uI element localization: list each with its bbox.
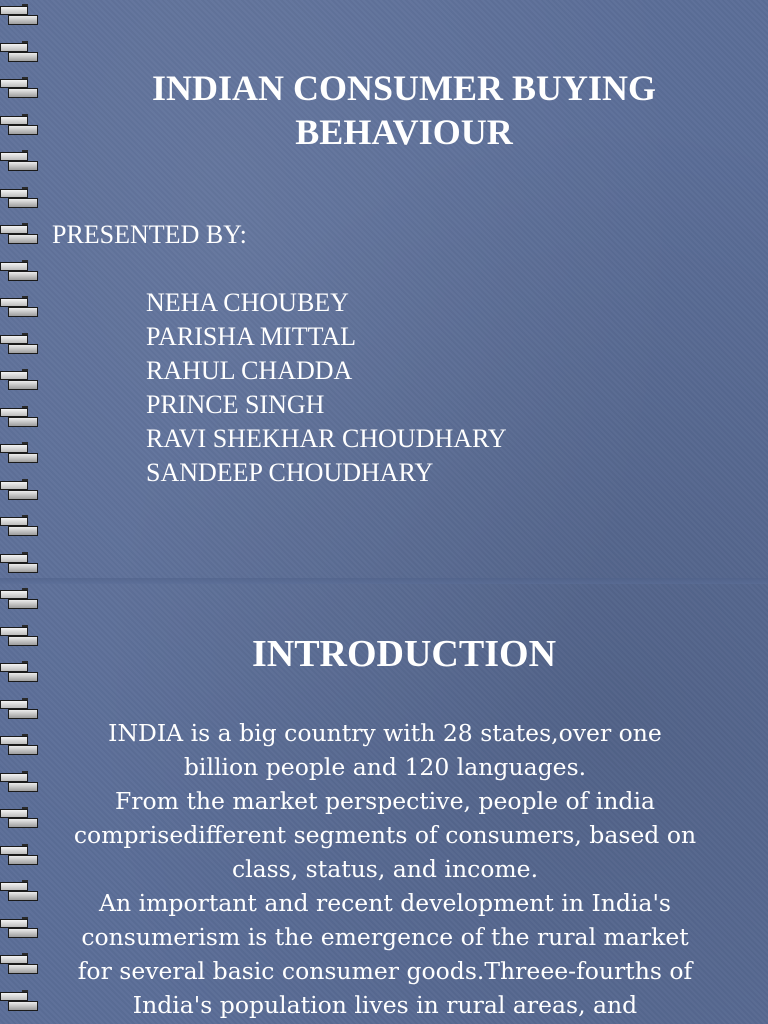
presenter-name: RAVI SHEKHAR CHOUDHARY	[146, 424, 507, 453]
binding-ring	[0, 479, 38, 503]
intro-line: comprisedifferent segments of consumers, based on	[73, 821, 697, 849]
binding-ring	[0, 406, 38, 430]
intro-line: consumerism is the emergence of the rural market	[81, 923, 689, 951]
binding-ring	[0, 552, 38, 576]
presenter-name: PARISHA MITTAL	[146, 322, 357, 351]
binding-ring	[0, 515, 38, 539]
presenter-name: SANDEEP CHOUDHARY	[146, 458, 434, 487]
binding-ring	[0, 625, 38, 649]
presenter-list	[146, 286, 507, 490]
presenter-name: PRINCE SINGH	[146, 390, 325, 419]
introduction-heading: INTRODUCTION	[251, 633, 557, 675]
binding-ring	[0, 114, 38, 138]
binding-ring	[0, 734, 38, 758]
presenter-name: RAHUL CHADDA	[146, 356, 353, 385]
title-line-1: INDIAN CONSUMER BUYING	[151, 68, 657, 108]
presenter-name: NEHA CHOUBEY	[146, 288, 349, 317]
binding-ring	[0, 260, 38, 284]
binding-ring	[0, 880, 38, 904]
presented-by-label: PRESENTED BY:	[52, 220, 247, 249]
binding-ring	[0, 844, 38, 868]
binding-ring	[0, 588, 38, 612]
slide-divider	[0, 578, 768, 584]
spiral-binding	[0, 0, 40, 1024]
intro-line: class, status, and income.	[231, 855, 539, 883]
binding-ring	[0, 698, 38, 722]
binding-ring	[0, 661, 38, 685]
intro-line: India's population lives in rural areas, and	[132, 991, 638, 1019]
slide-title	[40, 66, 768, 154]
binding-ring	[0, 77, 38, 101]
binding-ring	[0, 807, 38, 831]
binding-ring	[0, 41, 38, 65]
binding-ring	[0, 4, 38, 28]
title-line-2: BEHAVIOUR	[295, 112, 513, 152]
intro-line: billion people and 120 languages.	[183, 753, 587, 781]
binding-ring	[0, 771, 38, 795]
binding-ring	[0, 223, 38, 247]
binding-ring	[0, 442, 38, 466]
binding-ring	[0, 296, 38, 320]
intro-line: From the market perspective, people of india	[115, 787, 655, 815]
intro-line: An important and recent development in India's	[99, 889, 671, 917]
introduction-paragraph	[40, 716, 730, 1022]
intro-line: INDIA is a big country with 28 states,over one	[108, 719, 662, 747]
binding-ring	[0, 187, 38, 211]
binding-ring	[0, 917, 38, 941]
binding-ring	[0, 990, 38, 1014]
binding-ring	[0, 953, 38, 977]
binding-ring	[0, 369, 38, 393]
intro-line: for several basic consumer goods.Threee-fourths of	[77, 957, 693, 985]
binding-ring	[0, 150, 38, 174]
binding-ring	[0, 333, 38, 357]
